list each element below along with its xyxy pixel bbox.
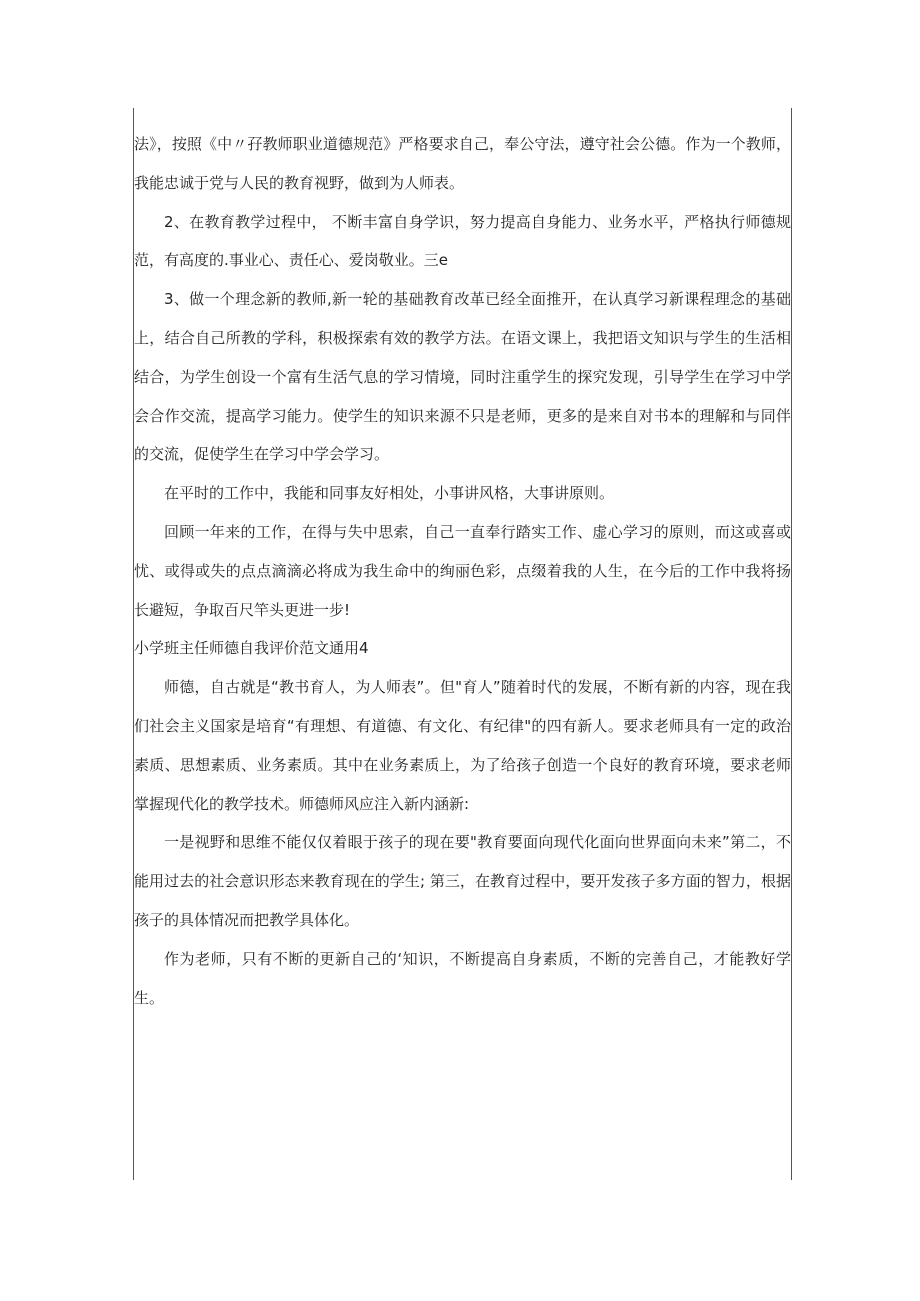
paragraph: 2、在教育教学过程中， 不断丰富自身学识，努力提高自身能力、业务水平，严格执行师德规范，有高度的.事业心、责任心、爱岗敬业。三e [134, 212, 791, 270]
section-heading: 小学班主任师德自我评价范文通用4 [134, 639, 369, 658]
paragraph: 在平时的工作中，我能和同事友好相处，小事讲风格，大事讲原则。 [164, 484, 615, 503]
paragraph: 一是视野和思维不能仅仅着眼于孩子的现在要"教育要面向现代化面向世界面向未来”第二，不能用过去的社会意识形态来教育现在的学生; 第三，在教育过程中，要开发孩子多方面的智力，根据孩子的具体情况而把教学具体化。 [134, 833, 791, 929]
paragraph: 法》，按照《中〃孖教师职业道德规范》严格要求自己，奉公守法，遵守社会公德。作为一个教师，我能忠诚于党与人民的教育视野，做到为人师表。 [134, 135, 791, 192]
paragraph: 3、做一个理念新的教师,新一轮的基础教育改革已经全面推开，在认真学习新课程理念的基础上，结合自己所教的学科，积极探索有效的教学方法。在语文课上，我把语文知识与学生的生活相结合，为学生创设一个富有生活气息的学习情境，同时注重学生的探究发现，引导学生在学习中学会合作交流，提高学习能力。使学生的知识来源不只是老师，更多的是来自对书本的理解和与同伴的交流，促使学生在学习中学会学习。 [134, 290, 791, 464]
right-margin-rule [791, 108, 792, 1180]
document-body [134, 125, 791, 1017]
paragraph: 作为老师，只有不断的更新自己的‘知识，不断提高自身素质，不断的完善自己，才能教好学生。 [134, 949, 791, 1007]
paragraph: 回顾一年来的工作，在得与失中思索，自己一直奉行踏实工作、虚心学习的原则，而这或喜或忧、或得或失的点点滴滴必将成为我生命中的绚丽色彩，点缀着我的人生，在今后的工作中我将扬长避短，争取百尺竿头更进一步! [134, 522, 791, 619]
paragraph: 师德，自古就是“教书育人，为人师表”。但"育人”随着时代的发展，不断有新的内容，现在我们社会主义国家是培育“有理想、有道德、有文化、有纪律"的四有新人。要求老师具有一定的政治素质、思想素质、业务素质。其中在业务素质上，为了给孩子创造一个良好的教育环境，要求老师掌握现代化的教学技术。师德师风应注入新内涵新: [134, 678, 791, 813]
